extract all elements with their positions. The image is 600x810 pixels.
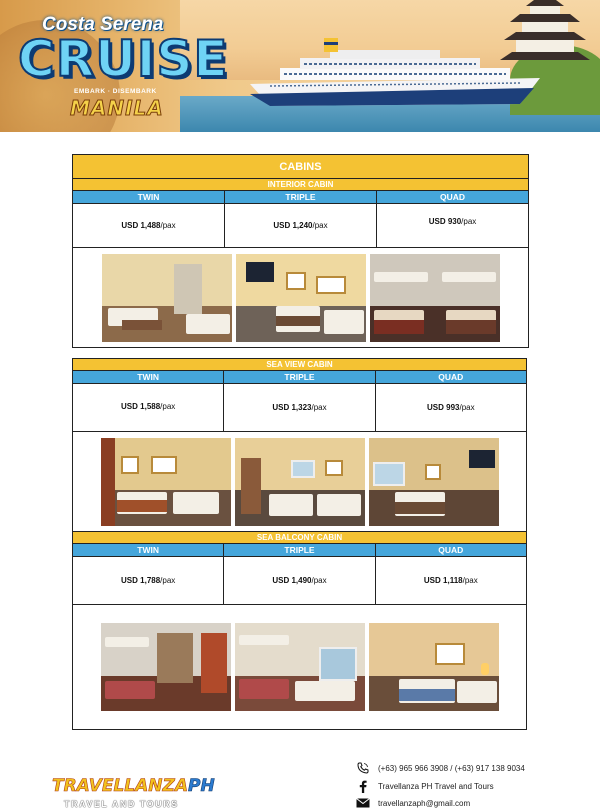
price-value: USD 1,490: [272, 576, 312, 585]
header-banner: [0, 0, 600, 132]
contact-phone: [356, 762, 525, 774]
price-unit: /pax: [160, 221, 176, 230]
logo-costa-serena: Costa Serena: [42, 14, 164, 35]
price-value: USD 1,488: [121, 221, 161, 230]
price-cell: [73, 384, 224, 431]
cabin-photo: [369, 623, 499, 711]
section-title-interior: INTERIOR CABIN: [73, 179, 528, 191]
cabin-photo: [101, 438, 231, 526]
photo-row-sea-view: [73, 432, 526, 532]
travellanza-logo: [52, 776, 215, 796]
contact-facebook: [356, 780, 494, 792]
price-value: USD 1,323: [272, 403, 312, 412]
price-value: USD 1,588: [121, 402, 161, 411]
column-headers-interior: [73, 191, 528, 204]
facebook-icon: [356, 780, 370, 792]
price-unit: /pax: [311, 576, 327, 585]
logo-cruise: CRUISE: [18, 30, 229, 88]
cruise-ship-illustration: [250, 38, 550, 108]
cabin-photo: [102, 254, 232, 342]
price-unit: /pax: [462, 576, 478, 585]
cabin-photo: [235, 623, 365, 711]
section-title-sea-balcony: SEA BALCONY CABIN: [73, 532, 526, 544]
phone-icon: [356, 762, 370, 774]
email-icon: [356, 797, 370, 809]
phone-text: (+63) 965 966 3908 / (+63) 917 138 9034: [378, 763, 525, 773]
price-unit: /pax: [459, 403, 475, 412]
col-triple: TRIPLE: [225, 191, 377, 203]
col-triple: TRIPLE: [224, 544, 375, 556]
logo-manila: MANILA: [70, 96, 164, 120]
photo-row-sea-balcony: [73, 605, 526, 729]
col-twin: TWIN: [73, 544, 224, 556]
cabin-photo: [236, 254, 366, 342]
logo-text: TRAVELLANZA: [52, 776, 188, 796]
price-value: USD 1,118: [423, 576, 463, 585]
col-twin: TWIN: [73, 191, 225, 203]
price-cell: [224, 557, 375, 604]
col-quad: QUAD: [438, 372, 464, 382]
col-twin: TWIN: [73, 371, 224, 383]
photo-row-interior: [73, 248, 528, 347]
col-quad: QUAD: [438, 545, 464, 555]
col-quad: QUAD: [439, 192, 466, 202]
price-cell: [376, 384, 526, 431]
price-unit: /pax: [312, 221, 328, 230]
column-headers-sea-view: [73, 371, 526, 384]
interior-cabin-block: [72, 154, 529, 348]
price-cell: [225, 204, 377, 247]
cabin-photo: [235, 438, 365, 526]
contact-email: [356, 797, 470, 809]
sea-cabins-block: [72, 358, 527, 730]
price-row-sea-balcony: [73, 557, 526, 605]
price-value: USD 1,788: [121, 576, 161, 585]
price-cell: [73, 557, 224, 604]
price-cell: [73, 204, 225, 247]
price-value: USD 993: [427, 403, 460, 412]
col-triple: TRIPLE: [224, 371, 375, 383]
price-value: USD 1,240: [273, 221, 313, 230]
price-row-sea-view: [73, 384, 526, 432]
cabin-photo: [369, 438, 499, 526]
cabins-heading: CABINS: [73, 155, 528, 179]
section-title-sea-view: SEA VIEW CABIN: [73, 359, 526, 371]
price-row-interior: [73, 204, 528, 248]
column-headers-sea-balcony: [73, 544, 526, 557]
cabin-photo: [370, 254, 500, 342]
logo-embark-text: EMBARK · DISEMBARK: [74, 88, 157, 95]
price-unit: /pax: [160, 402, 176, 411]
price-value: USD 930: [428, 217, 462, 226]
logo-ph-text: PH: [188, 776, 215, 796]
price-cell: [377, 204, 528, 247]
price-cell: [224, 384, 375, 431]
price-cell: [376, 557, 526, 604]
facebook-text: Travellanza PH Travel and Tours: [378, 781, 494, 791]
price-unit: /pax: [160, 576, 176, 585]
logo-subtitle: TRAVEL AND TOURS: [64, 799, 179, 809]
price-unit: /pax: [311, 403, 327, 412]
cabin-photo: [101, 623, 231, 711]
email-text: travellanzaph@gmail.com: [378, 798, 471, 808]
price-unit: /pax: [461, 217, 477, 226]
